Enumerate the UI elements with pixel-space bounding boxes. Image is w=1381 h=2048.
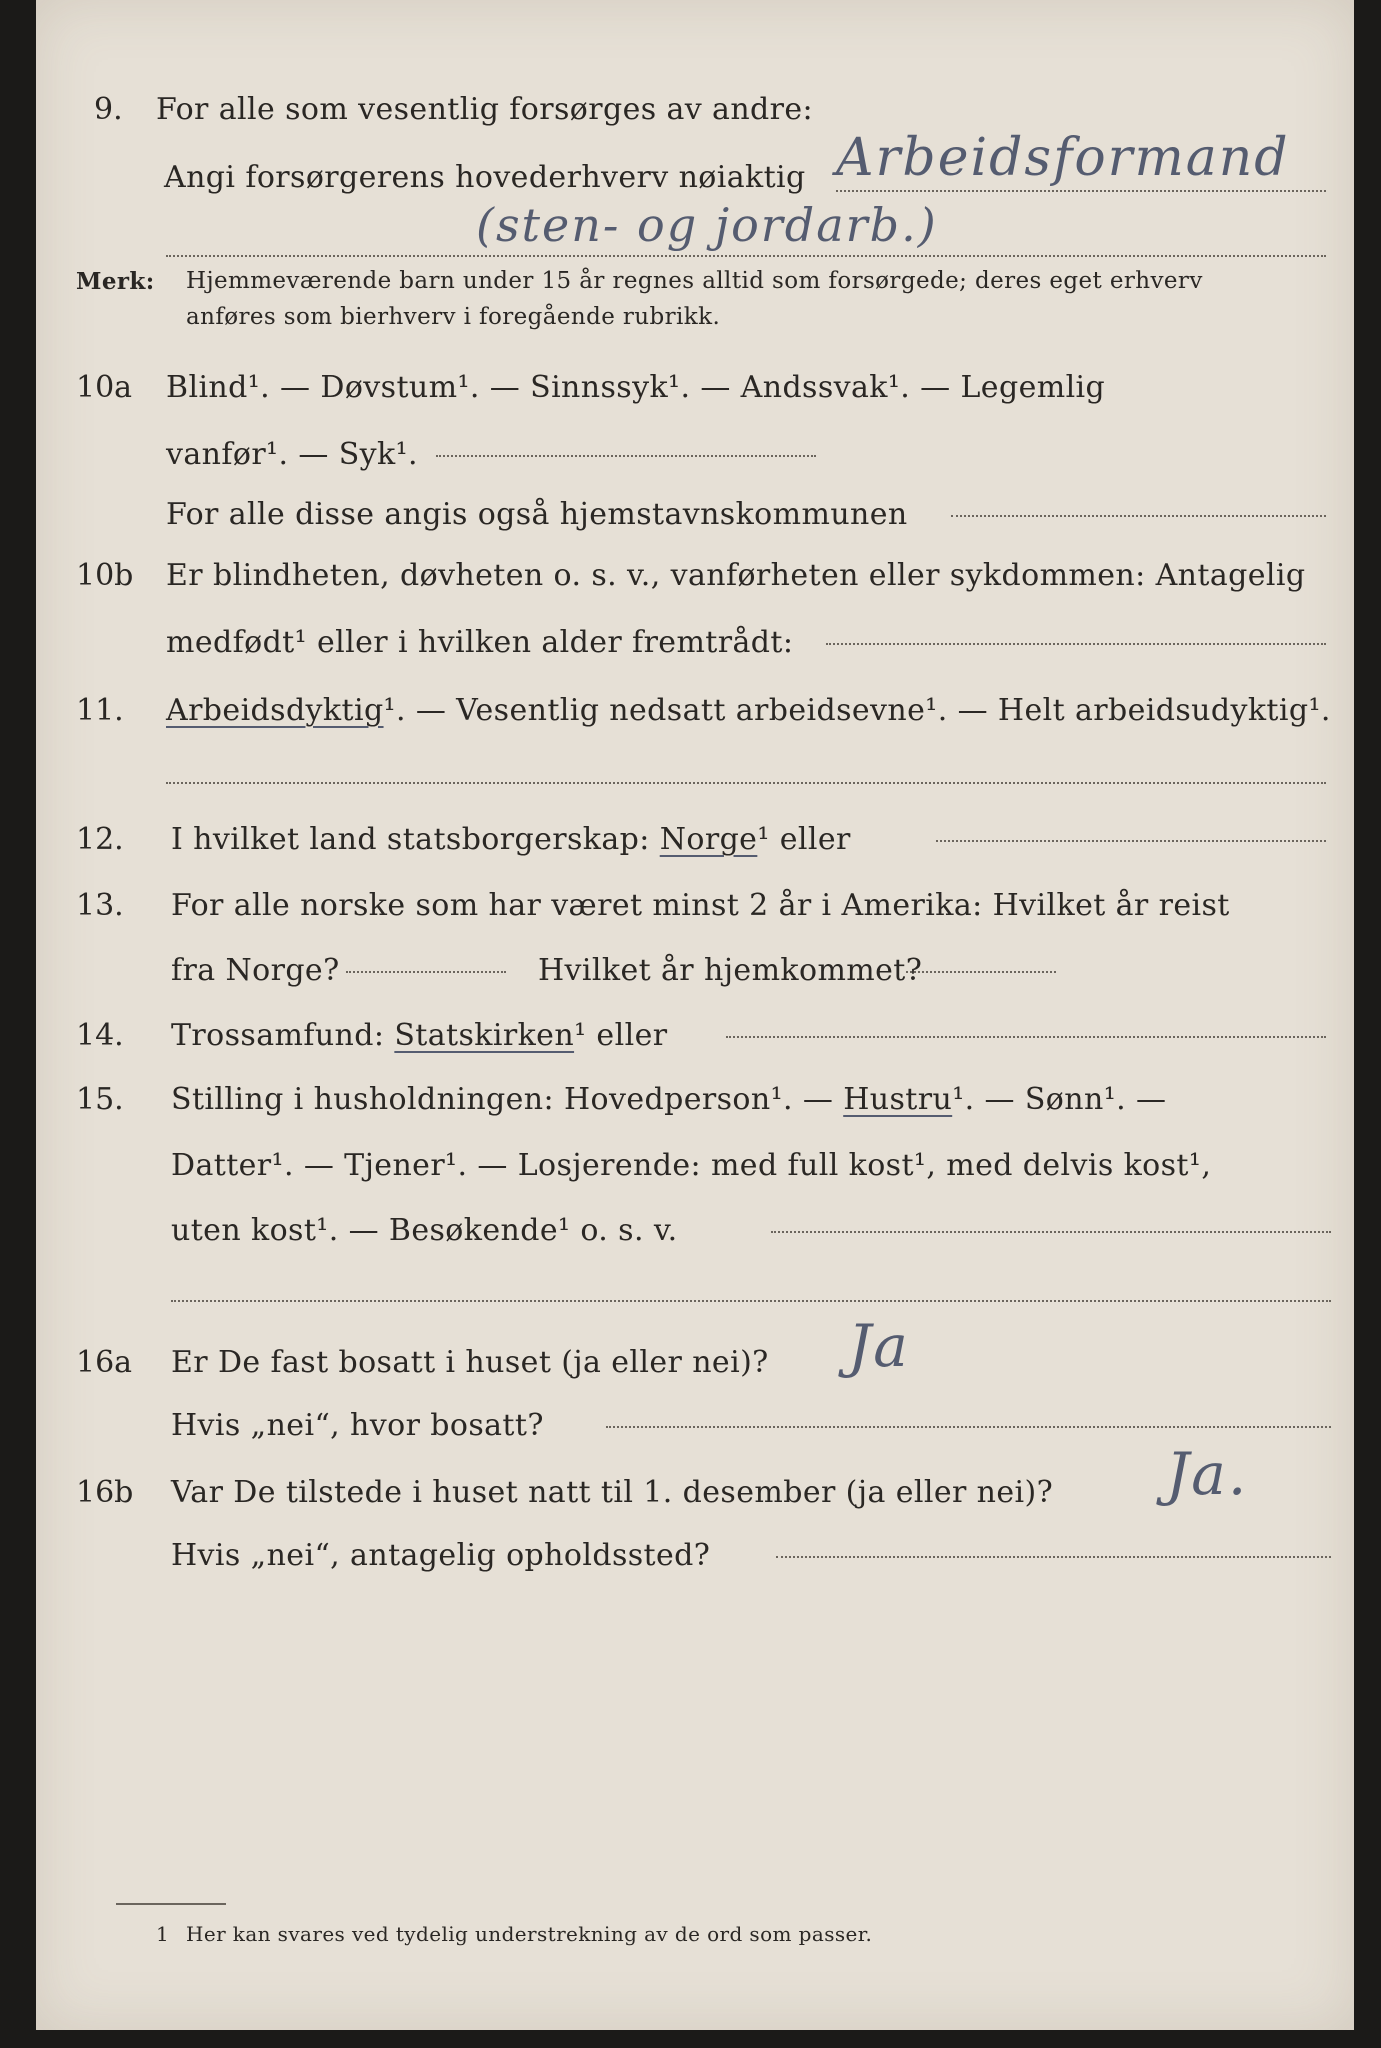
q9-answer-occupation-detail: (sten- og jordarb.) (476, 198, 938, 252)
q13-number: 13. (76, 888, 124, 923)
q15-answer-line2 (171, 1300, 1331, 1302)
q10b-number: 10b (76, 558, 134, 593)
merk-line1: Hjemmeværende barn under 15 år regnes alltid som forsørgede; deres eget erhverv (186, 268, 1203, 294)
q10b-answer-line (826, 643, 1326, 645)
q14-text: Trossamfund: (171, 1018, 385, 1053)
footnote-mark: 1 (156, 1922, 170, 1946)
q9-answer-occupation: Arbeidsformand (836, 128, 1290, 188)
q16b-answer: Ja. (1166, 1440, 1249, 1508)
q15-line1 (171, 1082, 1166, 1117)
q15-number: 15. (76, 1082, 124, 1117)
q14-answer-line (726, 1036, 1326, 1038)
q16a-answer: Ja (848, 1312, 910, 1380)
q16b-answer-line (776, 1556, 1331, 1558)
q11-line (166, 693, 1331, 728)
q14-number: 14. (76, 1018, 124, 1053)
q10a-syk-line (436, 455, 816, 457)
q14-rest: ¹ eller (574, 1018, 668, 1053)
q15-line1a: Stilling i husholdningen: Hovedperson¹. — (171, 1082, 834, 1117)
q15-line2: Datter¹. — Tjener¹. — Losjerende: med full kost¹, med delvis kost¹, (171, 1148, 1212, 1183)
merk-line2: anføres som bierhverv i foregående rubrikk. (186, 304, 721, 330)
q16a-line2: Hvis „nei“, hvor bosatt? (171, 1408, 544, 1443)
merk-label: Merk: (76, 268, 155, 295)
q15-line1b: ¹. — Sønn¹. — (952, 1082, 1167, 1117)
q10a-hjemstavn-line (951, 515, 1326, 517)
q16a-answer-line (606, 1426, 1331, 1428)
q13-line1: For alle norske som har været minst 2 år i Amerika: Hvilket år reist (171, 888, 1230, 923)
q10a-number: 10a (76, 370, 133, 405)
q16b-line2: Hvis „nei“, antagelig opholdssted? (171, 1538, 711, 1573)
footnote-text: Her kan svares ved tydelig understrekning av de ord som passer. (186, 1922, 873, 1946)
q13-hjemkommet-line (906, 971, 1056, 973)
q11-selected-option: Arbeidsdyktig (166, 693, 384, 728)
q12-selected-option: Norge (659, 822, 758, 857)
q14-line (171, 1018, 667, 1053)
q9-line2: Angi forsørgerens hovederhverv nøiaktig (164, 160, 806, 195)
q16b-line1: Var De tilstede i huset natt til 1. desember (ja eller nei)? (171, 1475, 1054, 1510)
q10a-line3: For alle disse angis også hjemstavnskommunen (166, 497, 908, 532)
q16b-number: 16b (76, 1475, 134, 1510)
q9-answer-line2 (166, 255, 1326, 257)
q9-answer-line1 (836, 190, 1326, 192)
q10b-line1: Er blindheten, døvheten o. s. v., vanførheten eller sykdommen: Antagelig (166, 558, 1306, 593)
q12-answer-line (936, 840, 1326, 842)
q14-selected-option: Statskirken (394, 1018, 575, 1053)
q12-rest: ¹ eller (757, 822, 851, 857)
q12-line (171, 822, 851, 857)
q10a-line2: vanfør¹. — Syk¹. (166, 437, 418, 472)
q12-text: I hvilket land statsborgerskap: (171, 822, 650, 857)
q9-number: 9. (94, 92, 123, 127)
q16a-number: 16a (76, 1345, 133, 1380)
q9-line1: For alle som vesentlig forsørges av andre: (156, 92, 814, 127)
q15-selected-option: Hustru (843, 1082, 953, 1117)
q11-rest: ¹. — Vesentlig nedsatt arbeidsevne¹. — Helt arbeidsudyktig¹. (383, 693, 1331, 728)
q13-line2b: Hvilket år hjemkommet? (538, 953, 923, 988)
q10b-line2: medfødt¹ eller i hvilken alder fremtrådt: (166, 625, 794, 660)
census-form-page (36, 0, 1354, 2030)
q11-answer-line (166, 782, 1326, 784)
q16a-line1: Er De fast bosatt i huset (ja eller nei)? (171, 1345, 769, 1380)
q11-number: 11. (76, 693, 124, 728)
footnote-rule (116, 1903, 226, 1905)
q10a-line1: Blind¹. — Døvstum¹. — Sinnssyk¹. — Andssvak¹. — Legemlig (166, 370, 1106, 405)
q15-line3: uten kost¹. — Besøkende¹ o. s. v. (171, 1213, 678, 1248)
q12-number: 12. (76, 822, 124, 857)
q15-answer-line (771, 1231, 1331, 1233)
q13-reist-line (346, 971, 506, 973)
q13-line2a: fra Norge? (171, 953, 340, 988)
